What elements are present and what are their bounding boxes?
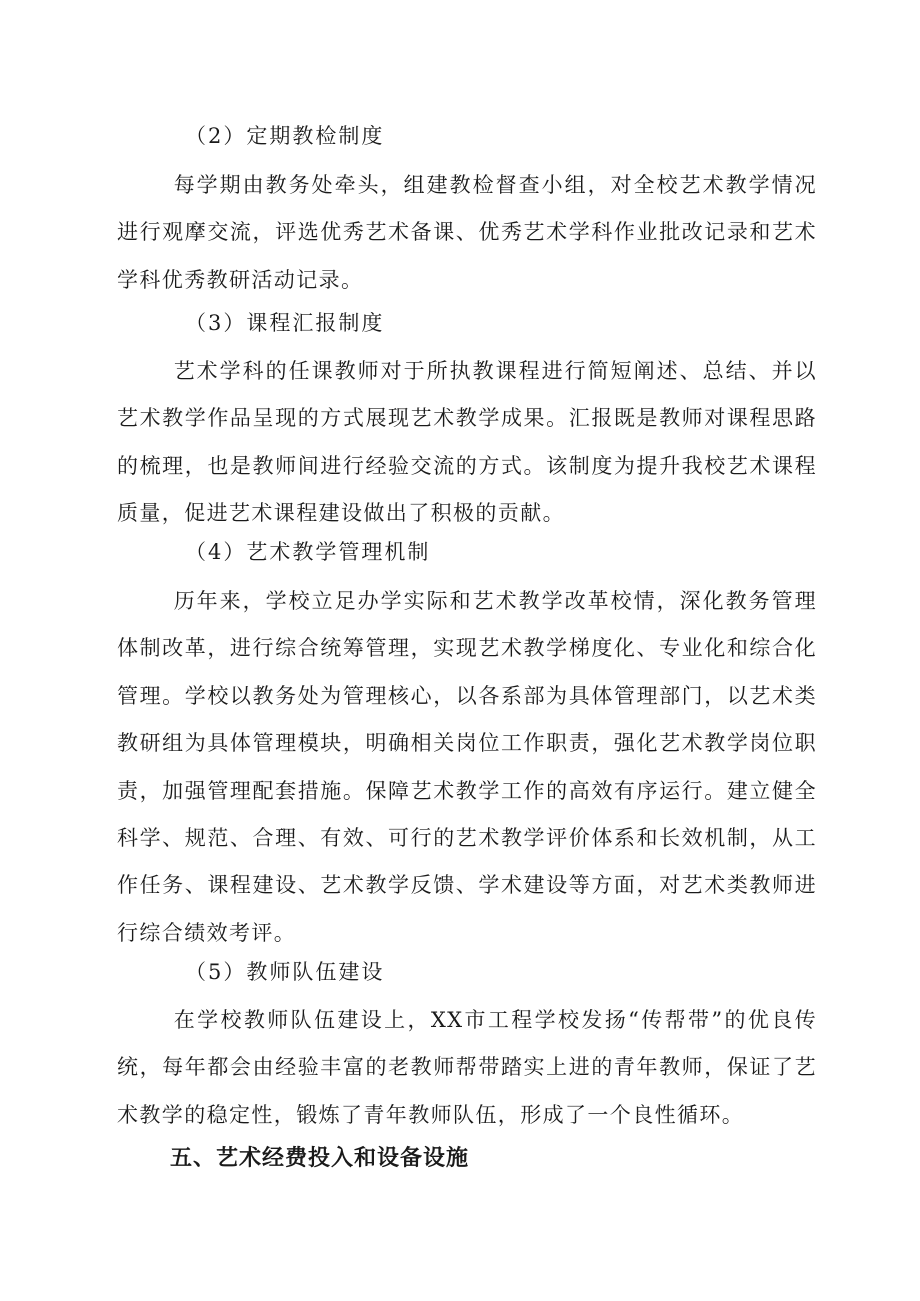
section-heading-3: （3）课程汇报制度 <box>185 311 385 335</box>
section-paragraph-3: 艺术学科的任课教师对于所执教课程进行简短阐述、总结、并以艺术教学作品呈现的方式展现艺术教学成果。汇报既是教师对课程思路的梳理，也是教师间进行经验交流的方式。该制度为提升我校艺术课程质量，促进艺术课程建设做出了积极的贡献。 <box>117 359 817 526</box>
section-heading-4: （4）艺术教学管理机制 <box>185 540 431 564</box>
section-heading-2: （2）定期教检制度 <box>185 124 385 148</box>
section-paragraph-2: 每学期由教务处牵头，组建教检督查小组，对全校艺术教学情况进行观摩交流，评选优秀艺术备课、优秀艺术学科作业批改记录和艺术学科优秀教研活动记录。 <box>117 173 817 292</box>
section-heading-5: （5）教师队伍建设 <box>185 960 385 984</box>
section-paragraph-5: 在学校教师队伍建设上，XX市工程学校发扬“传帮带”的优良传统，每年都会由经验丰富的老教师帮带踏实上进的青年教师，保证了艺术教学的稳定性，锻炼了青年教师队伍，形成了一个良性循环。 <box>117 1008 817 1127</box>
chapter-title: 五、艺术经费投入和设备设施 <box>170 1146 470 1171</box>
section-paragraph-4: 历年来，学校立足办学实际和艺术教学改革校情，深化教务管理体制改革，进行综合统筹管理，实现艺术教学梯度化、专业化和综合化管理。学校以教务处为管理核心，以各系部为具体管理部门，以艺术类教研组为具体管理模块，明确相关岗位工作职责，强化艺术教学岗位职责，加强管理配套措施。保障艺术教学工作的高效有序运行。建立健全科学、规范、合理、有效、可行的艺术教学评价体系和长效机制，从工作任务、课程建设、艺术教学反馈、学术建设等方面，对艺术类教师进行综合绩效考评。 <box>117 589 817 945</box>
